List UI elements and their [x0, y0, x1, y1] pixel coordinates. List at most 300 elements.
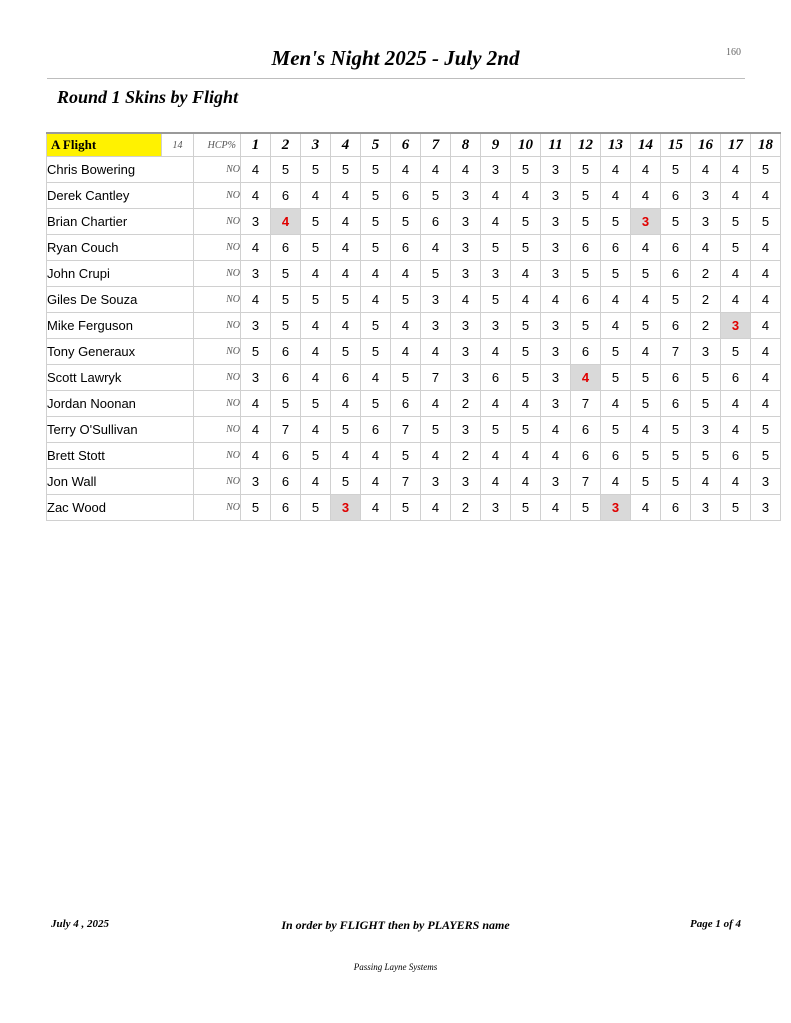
- score-cell: 6: [331, 365, 361, 391]
- score-cell: 4: [241, 287, 271, 313]
- score-cell: 5: [691, 391, 721, 417]
- score-cell: 4: [331, 261, 361, 287]
- score-cell: 4: [691, 235, 721, 261]
- score-cell: 5: [631, 443, 661, 469]
- score-cell: 3: [421, 287, 451, 313]
- score-cell: 5: [721, 495, 751, 521]
- score-cell: 4: [751, 183, 781, 209]
- score-cell: 5: [421, 183, 451, 209]
- player-name: Giles De Souza: [47, 287, 194, 313]
- hole-header: 5: [361, 133, 391, 157]
- hcp-value: 14: [162, 133, 194, 157]
- score-cell: 4: [601, 157, 631, 183]
- score-cell: 6: [421, 209, 451, 235]
- score-cell: 4: [751, 261, 781, 287]
- score-cell: 5: [271, 157, 301, 183]
- hcp-label: HCP%: [194, 133, 241, 157]
- score-cell: 4: [361, 261, 391, 287]
- score-cell: 4: [631, 495, 661, 521]
- score-cell: 6: [601, 235, 631, 261]
- player-name: Ryan Couch: [47, 235, 194, 261]
- score-cell: 5: [571, 313, 601, 339]
- score-cell: 4: [601, 287, 631, 313]
- score-cell: 4: [601, 183, 631, 209]
- score-cell: 4: [331, 391, 361, 417]
- score-cell: 6: [661, 391, 691, 417]
- skin-score-cell: 4: [271, 209, 301, 235]
- table-row: [47, 391, 781, 417]
- score-cell: 4: [751, 339, 781, 365]
- player-hcp: NO: [194, 391, 241, 417]
- score-cell: 4: [361, 495, 391, 521]
- player-hcp: NO: [194, 157, 241, 183]
- score-cell: 6: [721, 443, 751, 469]
- score-cell: 4: [331, 209, 361, 235]
- score-cell: 4: [601, 469, 631, 495]
- score-cell: 7: [391, 417, 421, 443]
- player-hcp: NO: [194, 365, 241, 391]
- score-cell: 3: [451, 183, 481, 209]
- score-cell: 4: [691, 469, 721, 495]
- player-name: John Crupi: [47, 261, 194, 287]
- player-name: Terry O'Sullivan: [47, 417, 194, 443]
- score-cell: 5: [571, 209, 601, 235]
- player-hcp: NO: [194, 339, 241, 365]
- player-hcp: NO: [194, 417, 241, 443]
- score-cell: 5: [301, 235, 331, 261]
- score-cell: 4: [391, 261, 421, 287]
- score-cell: 7: [421, 365, 451, 391]
- score-cell: 5: [661, 469, 691, 495]
- score-cell: 5: [271, 261, 301, 287]
- score-cell: 4: [391, 313, 421, 339]
- score-cell: 3: [541, 235, 571, 261]
- score-cell: 4: [361, 365, 391, 391]
- hole-header: 18: [751, 133, 781, 157]
- score-cell: 5: [751, 417, 781, 443]
- score-cell: 4: [481, 469, 511, 495]
- score-cell: 5: [631, 261, 661, 287]
- score-cell: 7: [571, 391, 601, 417]
- score-cell: 5: [361, 183, 391, 209]
- table-header-row: [47, 133, 781, 157]
- score-cell: 5: [391, 365, 421, 391]
- table-row: [47, 443, 781, 469]
- score-cell: 4: [481, 443, 511, 469]
- score-cell: 4: [541, 443, 571, 469]
- skin-score-cell: 3: [721, 313, 751, 339]
- score-cell: 3: [451, 365, 481, 391]
- score-cell: 3: [691, 339, 721, 365]
- hole-header: 13: [601, 133, 631, 157]
- score-cell: 6: [271, 443, 301, 469]
- hole-header: 14: [631, 133, 661, 157]
- score-cell: 6: [661, 313, 691, 339]
- table-row: [47, 339, 781, 365]
- score-cell: 4: [421, 157, 451, 183]
- score-cell: 4: [241, 235, 271, 261]
- score-cell: 5: [361, 157, 391, 183]
- score-cell: 5: [511, 495, 541, 521]
- player-name: Jon Wall: [47, 469, 194, 495]
- section-subtitle: Round 1 Skins by Flight: [57, 87, 239, 107]
- score-cell: 3: [451, 339, 481, 365]
- score-cell: 7: [271, 417, 301, 443]
- score-cell: 7: [571, 469, 601, 495]
- score-cell: 4: [361, 469, 391, 495]
- hole-header: 7: [421, 133, 451, 157]
- score-cell: 2: [691, 313, 721, 339]
- score-cell: 4: [451, 157, 481, 183]
- score-cell: 5: [511, 157, 541, 183]
- score-cell: 4: [241, 157, 271, 183]
- score-cell: 4: [511, 287, 541, 313]
- score-cell: 4: [331, 443, 361, 469]
- score-cell: 4: [721, 469, 751, 495]
- score-cell: 6: [571, 287, 601, 313]
- score-cell: 4: [241, 417, 271, 443]
- score-cell: 5: [421, 417, 451, 443]
- score-cell: 4: [691, 157, 721, 183]
- score-cell: 4: [601, 391, 631, 417]
- score-cell: 5: [601, 209, 631, 235]
- score-cell: 3: [421, 469, 451, 495]
- score-cell: 6: [571, 339, 601, 365]
- score-cell: 4: [301, 417, 331, 443]
- hole-header: 1: [241, 133, 271, 157]
- score-cell: 5: [331, 339, 361, 365]
- player-hcp: NO: [194, 183, 241, 209]
- score-cell: 5: [661, 287, 691, 313]
- score-cell: 3: [541, 313, 571, 339]
- score-cell: 4: [301, 313, 331, 339]
- score-cell: 5: [421, 261, 451, 287]
- score-cell: 6: [271, 235, 301, 261]
- player-hcp: NO: [194, 443, 241, 469]
- score-cell: 6: [661, 183, 691, 209]
- hole-header: 2: [271, 133, 301, 157]
- score-cell: 3: [541, 339, 571, 365]
- score-cell: 4: [601, 313, 631, 339]
- score-cell: 3: [241, 261, 271, 287]
- score-cell: 5: [631, 365, 661, 391]
- score-cell: 4: [511, 261, 541, 287]
- player-name: Brett Stott: [47, 443, 194, 469]
- score-cell: 4: [301, 261, 331, 287]
- player-name: Zac Wood: [47, 495, 194, 521]
- skins-table: [46, 132, 781, 521]
- score-cell: 4: [301, 469, 331, 495]
- score-cell: 3: [451, 313, 481, 339]
- hole-header: 12: [571, 133, 601, 157]
- score-cell: 5: [481, 417, 511, 443]
- score-cell: 3: [481, 313, 511, 339]
- score-cell: 5: [511, 339, 541, 365]
- player-hcp: NO: [194, 495, 241, 521]
- score-cell: 5: [661, 443, 691, 469]
- table-row: [47, 235, 781, 261]
- score-cell: 6: [661, 495, 691, 521]
- score-cell: 3: [451, 417, 481, 443]
- score-cell: 4: [721, 391, 751, 417]
- score-cell: 4: [631, 339, 661, 365]
- player-hcp: NO: [194, 235, 241, 261]
- score-cell: 5: [301, 209, 331, 235]
- score-cell: 4: [331, 183, 361, 209]
- player-name: Derek Cantley: [47, 183, 194, 209]
- score-cell: 4: [301, 183, 331, 209]
- score-cell: 4: [241, 443, 271, 469]
- score-cell: 4: [331, 235, 361, 261]
- score-cell: 5: [241, 495, 271, 521]
- score-cell: 4: [721, 157, 751, 183]
- score-cell: 5: [661, 209, 691, 235]
- score-cell: 5: [631, 469, 661, 495]
- score-cell: 5: [331, 287, 361, 313]
- score-cell: 3: [691, 417, 721, 443]
- score-cell: 4: [481, 209, 511, 235]
- score-cell: 3: [241, 313, 271, 339]
- score-cell: 5: [601, 261, 631, 287]
- score-cell: 5: [481, 287, 511, 313]
- score-cell: 2: [451, 391, 481, 417]
- score-cell: 5: [271, 287, 301, 313]
- score-cell: 4: [721, 287, 751, 313]
- score-cell: 6: [661, 261, 691, 287]
- score-cell: 4: [511, 391, 541, 417]
- score-cell: 6: [271, 183, 301, 209]
- score-cell: 5: [571, 157, 601, 183]
- score-cell: 3: [541, 261, 571, 287]
- hole-header: 17: [721, 133, 751, 157]
- score-cell: 4: [301, 339, 331, 365]
- score-cell: 3: [541, 469, 571, 495]
- player-hcp: NO: [194, 469, 241, 495]
- score-cell: 6: [271, 339, 301, 365]
- score-cell: 3: [481, 157, 511, 183]
- footer-brand: Passing Layne Systems: [353, 962, 438, 972]
- score-cell: 6: [391, 183, 421, 209]
- score-cell: 5: [511, 235, 541, 261]
- table-row: [47, 469, 781, 495]
- score-cell: 6: [391, 391, 421, 417]
- score-cell: 5: [391, 209, 421, 235]
- score-cell: 4: [391, 157, 421, 183]
- score-cell: 6: [271, 365, 301, 391]
- score-cell: 3: [541, 183, 571, 209]
- score-cell: 4: [751, 235, 781, 261]
- score-cell: 4: [631, 183, 661, 209]
- score-cell: 4: [391, 339, 421, 365]
- score-cell: 4: [451, 287, 481, 313]
- score-cell: 4: [751, 287, 781, 313]
- score-cell: 4: [631, 287, 661, 313]
- player-hcp: NO: [194, 287, 241, 313]
- score-cell: 7: [661, 339, 691, 365]
- table-row: [47, 261, 781, 287]
- score-cell: 5: [391, 443, 421, 469]
- footer-page-info: Page 1 of 4: [689, 918, 741, 930]
- score-cell: 6: [271, 495, 301, 521]
- score-cell: 6: [571, 443, 601, 469]
- score-cell: 5: [361, 339, 391, 365]
- table-row: [47, 313, 781, 339]
- score-cell: 2: [451, 495, 481, 521]
- score-cell: 5: [661, 417, 691, 443]
- score-cell: 4: [721, 417, 751, 443]
- score-cell: 5: [241, 339, 271, 365]
- score-cell: 5: [631, 391, 661, 417]
- table-row: [47, 157, 781, 183]
- score-cell: 6: [661, 365, 691, 391]
- score-cell: 5: [661, 157, 691, 183]
- score-cell: 4: [481, 391, 511, 417]
- score-cell: 6: [571, 235, 601, 261]
- hole-header: 16: [691, 133, 721, 157]
- hole-header: 15: [661, 133, 691, 157]
- score-cell: 4: [481, 339, 511, 365]
- score-cell: 6: [481, 365, 511, 391]
- table-row: [47, 495, 781, 521]
- score-cell: 3: [541, 365, 571, 391]
- score-cell: 4: [751, 365, 781, 391]
- score-cell: 5: [301, 157, 331, 183]
- table-row: [47, 287, 781, 313]
- score-cell: 3: [451, 209, 481, 235]
- table-row: [47, 183, 781, 209]
- score-cell: 2: [691, 287, 721, 313]
- score-cell: 5: [721, 209, 751, 235]
- score-cell: 4: [541, 495, 571, 521]
- score-cell: 3: [751, 469, 781, 495]
- footer-date: July 4 , 2025: [51, 918, 110, 930]
- score-cell: 5: [331, 469, 361, 495]
- score-cell: 6: [391, 235, 421, 261]
- score-cell: 3: [451, 235, 481, 261]
- score-cell: 5: [361, 391, 391, 417]
- score-cell: 4: [511, 469, 541, 495]
- score-cell: 5: [601, 365, 631, 391]
- skin-score-cell: 4: [571, 365, 601, 391]
- footer-order-note: In order by FLIGHT then by PLAYERS name: [281, 918, 510, 932]
- score-cell: 4: [421, 235, 451, 261]
- score-cell: 5: [391, 495, 421, 521]
- score-cell: 5: [331, 157, 361, 183]
- score-cell: 4: [511, 183, 541, 209]
- score-cell: 5: [571, 495, 601, 521]
- score-cell: 4: [481, 183, 511, 209]
- score-cell: 4: [421, 495, 451, 521]
- hole-header: 8: [451, 133, 481, 157]
- score-cell: 5: [751, 157, 781, 183]
- skin-score-cell: 3: [631, 209, 661, 235]
- score-cell: 4: [421, 443, 451, 469]
- hole-header: 3: [301, 133, 331, 157]
- score-cell: 5: [271, 313, 301, 339]
- score-cell: 5: [361, 235, 391, 261]
- score-cell: 3: [541, 157, 571, 183]
- score-cell: 4: [721, 183, 751, 209]
- score-cell: 5: [361, 209, 391, 235]
- flight-label: A Flight: [47, 133, 162, 157]
- score-cell: 7: [391, 469, 421, 495]
- score-cell: 2: [691, 261, 721, 287]
- score-cell: 3: [241, 365, 271, 391]
- hole-header: 9: [481, 133, 511, 157]
- score-cell: 2: [451, 443, 481, 469]
- table-row: [47, 417, 781, 443]
- score-cell: 6: [571, 417, 601, 443]
- score-cell: 6: [721, 365, 751, 391]
- player-name: Jordan Noonan: [47, 391, 194, 417]
- score-cell: 4: [541, 287, 571, 313]
- score-cell: 3: [241, 469, 271, 495]
- score-cell: 5: [331, 417, 361, 443]
- score-cell: 3: [451, 469, 481, 495]
- score-cell: 5: [571, 183, 601, 209]
- score-cell: 3: [481, 495, 511, 521]
- score-cell: 4: [361, 443, 391, 469]
- player-name: Mike Ferguson: [47, 313, 194, 339]
- table-row: [47, 365, 781, 391]
- score-cell: 5: [601, 417, 631, 443]
- score-cell: 5: [721, 235, 751, 261]
- score-cell: 4: [241, 391, 271, 417]
- score-cell: 4: [301, 365, 331, 391]
- score-cell: 3: [541, 209, 571, 235]
- score-cell: 3: [541, 391, 571, 417]
- player-name: Scott Lawryk: [47, 365, 194, 391]
- score-cell: 5: [511, 209, 541, 235]
- score-cell: 5: [691, 443, 721, 469]
- score-cell: 5: [751, 443, 781, 469]
- score-cell: 5: [361, 313, 391, 339]
- score-cell: 4: [421, 339, 451, 365]
- player-name: Chris Bowering: [47, 157, 194, 183]
- player-name: Brian Chartier: [47, 209, 194, 235]
- score-cell: 3: [451, 261, 481, 287]
- player-hcp: NO: [194, 261, 241, 287]
- player-hcp: NO: [194, 313, 241, 339]
- score-cell: 6: [361, 417, 391, 443]
- score-cell: 3: [421, 313, 451, 339]
- score-cell: 5: [631, 313, 661, 339]
- score-cell: 5: [271, 391, 301, 417]
- score-cell: 4: [361, 287, 391, 313]
- hole-header: 6: [391, 133, 421, 157]
- score-cell: 4: [331, 313, 361, 339]
- table-row: [47, 209, 781, 235]
- score-cell: 5: [571, 261, 601, 287]
- score-cell: 5: [301, 443, 331, 469]
- score-cell: 5: [391, 287, 421, 313]
- page-number: 160: [726, 47, 741, 58]
- score-cell: 3: [691, 495, 721, 521]
- score-cell: 4: [631, 235, 661, 261]
- score-cell: 5: [511, 365, 541, 391]
- score-cell: 6: [271, 469, 301, 495]
- hole-header: 11: [541, 133, 571, 157]
- score-cell: 5: [511, 417, 541, 443]
- player-hcp: NO: [194, 209, 241, 235]
- hole-header: 10: [511, 133, 541, 157]
- score-cell: 5: [601, 339, 631, 365]
- score-cell: 6: [661, 235, 691, 261]
- score-cell: 3: [481, 261, 511, 287]
- score-cell: 5: [301, 495, 331, 521]
- score-cell: 4: [421, 391, 451, 417]
- score-cell: 5: [721, 339, 751, 365]
